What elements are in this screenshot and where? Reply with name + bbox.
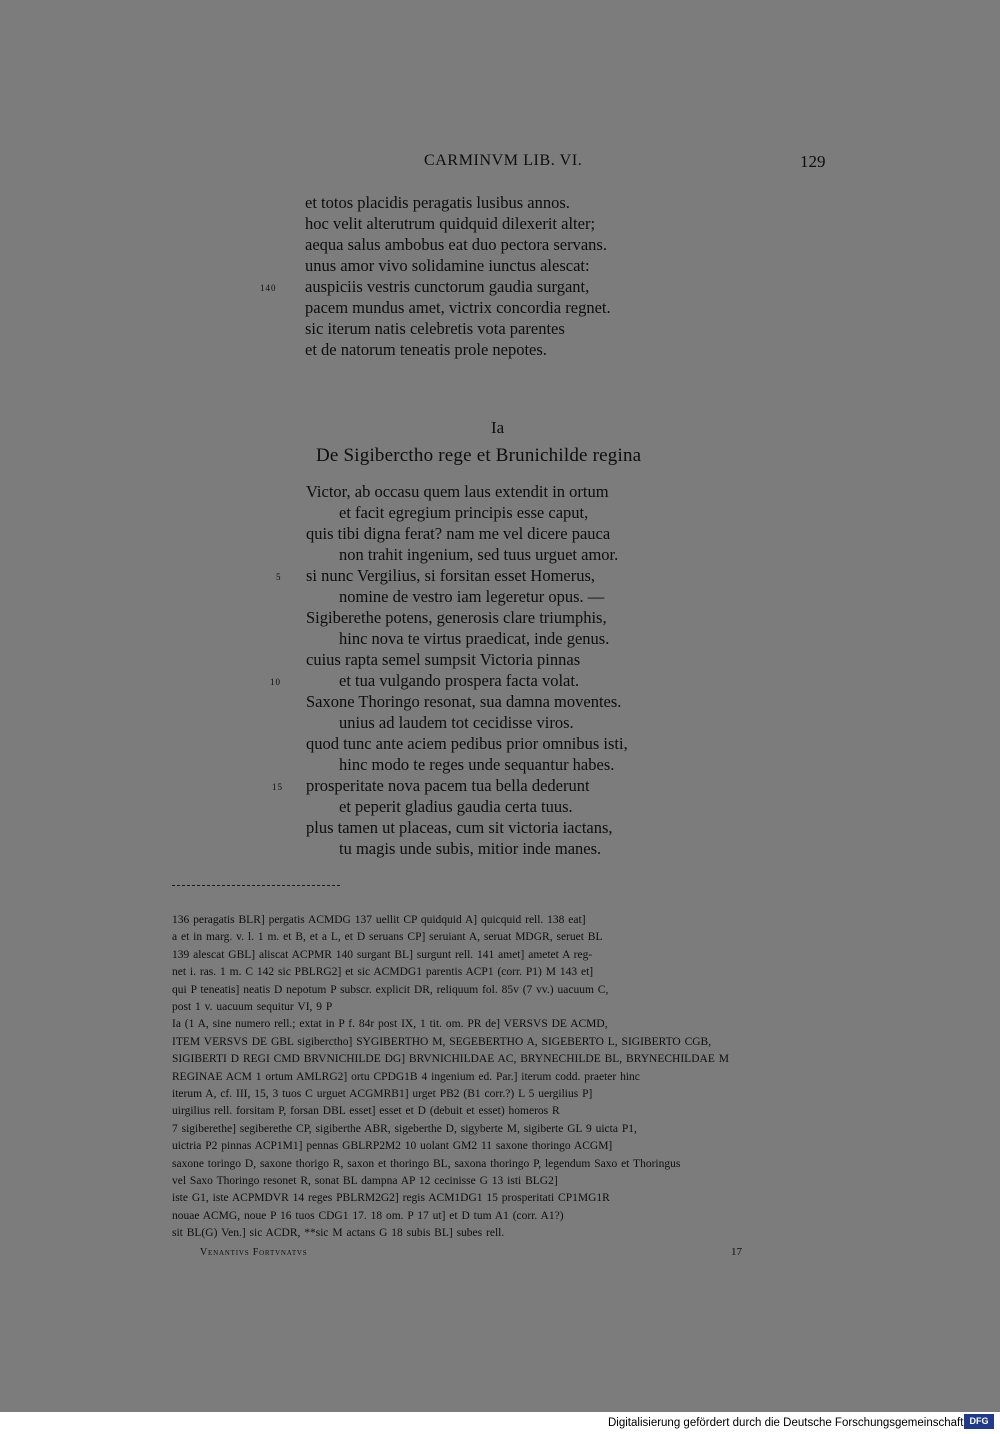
apparatus-line: 139 alescat GBL] aliscat ACPMR 140 surgant BL] surgunt rell. 141 amet] ametet A reg-	[172, 948, 593, 961]
verse-line: aequa salus ambobus eat duo pectora servans.	[305, 235, 607, 254]
verse-line: cuius rapta semel sumpsit Victoria pinnas	[306, 650, 581, 669]
line-number: 10	[270, 677, 281, 687]
apparatus-line: post 1 v. uacuum sequitur VI, 9 P	[172, 1001, 333, 1013]
apparatus-line: iterum A, cf. III, 15, 3 tuos C urguet ACGMRB1] urget PB2 (B1 corr.?) L 5 uergilius P]	[172, 1088, 593, 1100]
poem-number: Ia	[491, 418, 505, 437]
footnote-separator	[172, 885, 340, 887]
verse-line: plus tamen ut placeas, cum sit victoria iactans,	[306, 818, 613, 837]
verse-line: Sigiberethe potens, generosis clare triumphis,	[306, 608, 607, 627]
apparatus-line: 136 peragatis BLR] pergatis ACMDG 137 uellit CP quidquid A] quicquid rell. 138 eat]	[172, 914, 586, 926]
page-number: 129	[800, 152, 826, 171]
signature-number: 17	[731, 1246, 742, 1258]
verse-line: quod tunc ante aciem pedibus prior omnibus isti,	[306, 734, 628, 753]
verse-line: auspiciis vestris cunctorum gaudia surgant,	[305, 277, 590, 296]
apparatus-line: REGINAE ACM 1 ortum AMLRG2] ortu CPDG1B 4 ingenium ed. Par.] iterum codd. praeter hinc	[172, 1070, 640, 1083]
verse-line: nomine de vestro iam legeretur opus. —	[339, 587, 605, 606]
line-number: 140	[260, 283, 277, 293]
apparatus-line: 7 sigiberethe] segiberethe CP, sigiberthe ABR, sigeberthe D, sigyberte M, sigiberte GL 9 uicta P1,	[172, 1122, 637, 1135]
apparatus-line: uirgilius rell. forsitam P, forsan DBL esset] esset et D (debuit et esset) homeros R	[172, 1105, 560, 1118]
apparatus-line: saxone toringo D, saxone thorigo R, saxon et thoringo BL, saxona thoringo P, legendum Saxo et Thoringus	[172, 1157, 681, 1170]
verse-line: et tua vulgando prospera facta volat.	[339, 671, 580, 690]
apparatus-line: vel Saxo Thoringo resonet R, sonat BL dampna AP 12 cecinisse G 13 isti BLG2]	[172, 1175, 558, 1187]
poem-title: De Sigiberctho rege et Brunichilde regina	[316, 445, 642, 466]
apparatus-line: ITEM VERSVS DE GBL sigiberctho] SYGIBERTHO M, SEGEBERTHO A, SIGEBERTO L, SIGIBERTO CGB,	[172, 1035, 712, 1048]
verse-line: et de natorum teneatis prole nepotes.	[305, 340, 547, 359]
footer-credit: Digitalisierung gefördert durch die Deutsche Forschungsgemeinschaft	[608, 1417, 964, 1429]
verse-line: Saxone Thoringo resonat, sua damna moventes.	[306, 692, 622, 711]
signature-author: Venantivs Fortvnatvs	[200, 1247, 308, 1258]
verse-line: quis tibi digna ferat? nam me vel dicere pauca	[306, 524, 611, 543]
verse-line: et peperit gladius gaudia certa tuus.	[339, 797, 573, 816]
verse-line: unus amor vivo solidamine iunctus alescat:	[305, 256, 590, 275]
verse-line: si nunc Vergilius, si forsitan esset Homerus,	[306, 566, 596, 585]
verse-line: unius ad laudem tot cecidisse viros.	[339, 713, 574, 732]
verse-line: pacem mundus amet, victrix concordia regnet.	[305, 298, 611, 317]
line-number: 5	[276, 572, 282, 582]
dfg-logo-icon[interactable]: DFG	[964, 1414, 994, 1429]
verse-line: non trahit ingenium, sed tuus urguet amor.	[339, 545, 619, 564]
verse-line: hinc nova te virtus praedicat, inde genus.	[339, 629, 610, 648]
apparatus-line: iste G1, iste ACPMDVR 14 reges PBLRM2G2] regis ACM1DG1 15 prosperitati CP1MG1R	[172, 1192, 610, 1205]
apparatus-line: nouae ACMG, noue P 16 tuos CDG1 17. 18 om. P 17 ut] et D tum A1 (corr. A1?)	[172, 1209, 564, 1222]
apparatus-line: sit BL(G) Ven.] sic ACDR, **sic M actans G 18 subis BL] subes rell.	[172, 1227, 505, 1240]
verse-line: Victor, ab occasu quem laus extendit in ortum	[306, 482, 609, 501]
verse-line: prosperitate nova pacem tua bella dederunt	[306, 776, 590, 795]
line-number: 15	[272, 782, 283, 792]
running-head: CARMINVM LIB. VI.	[424, 152, 583, 169]
verse-line: et facit egregium principis esse caput,	[339, 503, 589, 522]
apparatus-line: uictria P2 pinnas ACP1M1] pennas GBLRP2M2 10 uolant GM2 11 saxone thoringo ACGM]	[172, 1140, 613, 1153]
verse-line: et totos placidis peragatis lusibus annos.	[305, 193, 570, 212]
apparatus-line: qui P teneatis] neatis D nepotum P subscr. explicit DR, reliquum fol. 85v (7 vv.) uacuum C,	[172, 983, 609, 996]
apparatus-line: a et in marg. v. l. 1 m. et B, et a L, et D seruans CP] seruiant A, seruat MDGR, seruet BL	[172, 931, 603, 944]
apparatus-line: SIGIBERTI D REGI CMD BRVNICHILDE DG] BRVNICHILDAE AC, BRYNECHILDE BL, BRYNECHILDAE M	[172, 1053, 729, 1066]
verse-line: hoc velit alterutrum quidquid dilexerit alter;	[305, 214, 596, 233]
verse-line: hinc modo te reges unde sequantur habes.	[339, 755, 615, 774]
verse-line: tu magis unde subis, mitior inde manes.	[339, 839, 602, 858]
apparatus-line: net i. ras. 1 m. C 142 sic PBLRG2] et sic ACMDG1 parentis ACP1 (corr. P1) M 143 et]	[172, 966, 594, 979]
verse-line: sic iterum natis celebretis vota parentes	[305, 319, 565, 338]
apparatus-line: Ia (1 A, sine numero rell.; extat in P f. 84r post IX, 1 tit. om. PR de] VERSVS DE ACMD,	[172, 1018, 608, 1031]
